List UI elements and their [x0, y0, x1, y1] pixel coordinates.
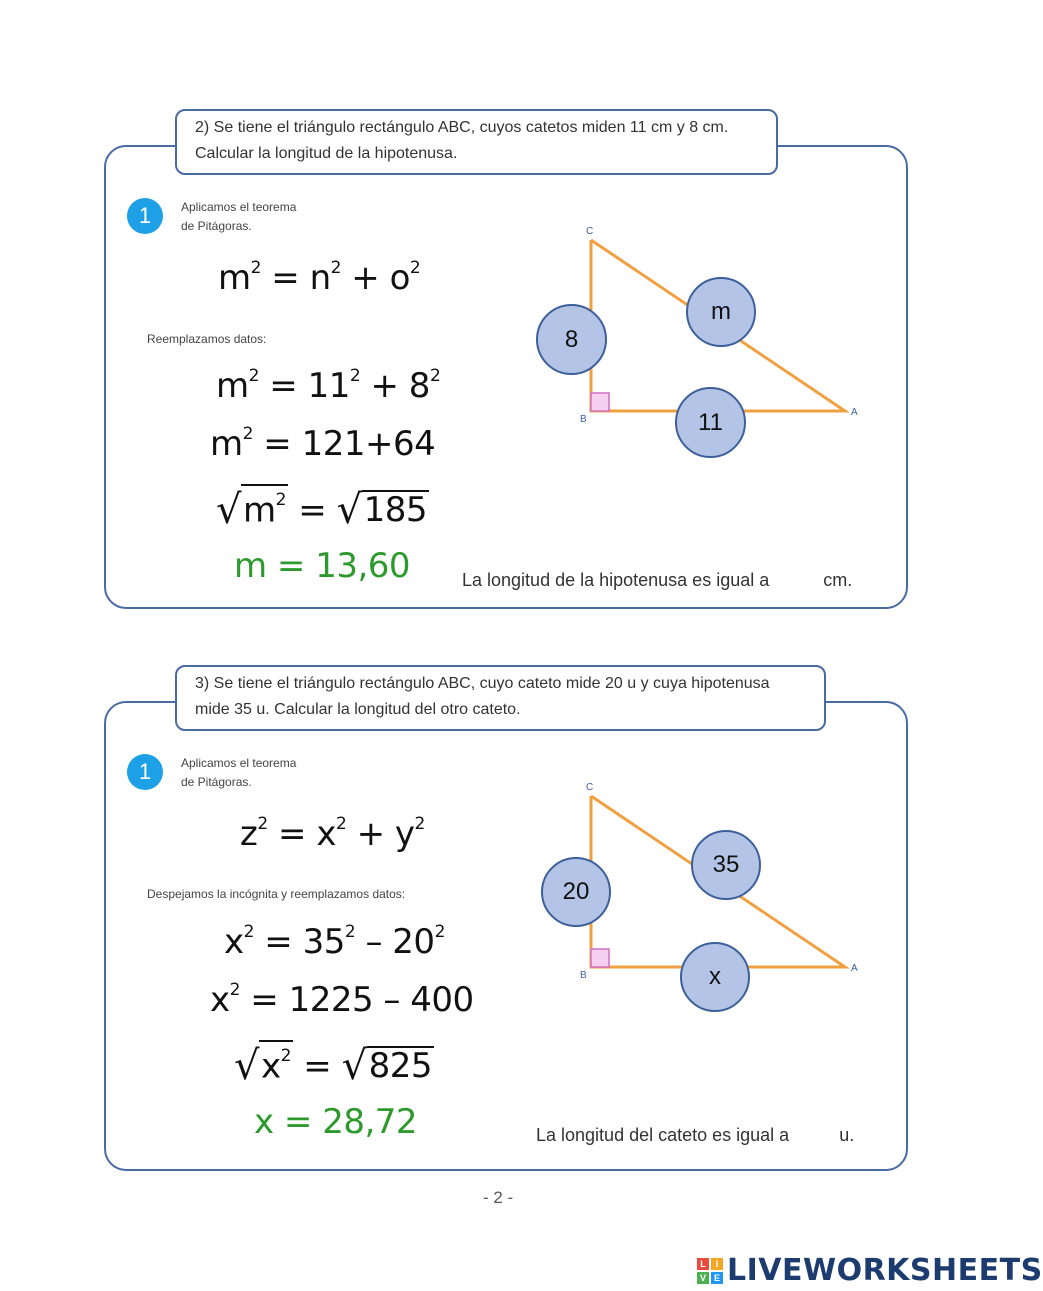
problem2-answer: [462, 570, 852, 591]
problem3-formula: [240, 814, 425, 854]
logo-blocks-icon: [697, 1258, 723, 1284]
rhs: 185: [363, 490, 427, 531]
formula-var-a: m: [218, 258, 251, 298]
problem3-answer: [536, 1125, 854, 1146]
exp: 2: [349, 365, 361, 386]
problem2-prompt-line1: 2) Se tiene el triángulo rectángulo ABC, cuyos catetos miden 11 cm y 8 cm.: [195, 119, 729, 136]
exp: 2: [280, 1046, 291, 1066]
problem2-bubble-hyp[interactable]: m: [686, 277, 756, 347]
formula-var-c: y: [394, 814, 415, 854]
problem3-line3: [234, 1040, 434, 1090]
lhs: x: [210, 980, 230, 1020]
lhs: x: [261, 1046, 281, 1087]
problem3-result: x = 28,72: [254, 1102, 418, 1142]
problem2-line2: [210, 424, 435, 464]
eq-sign: =: [298, 490, 327, 531]
problem3-line2: [210, 980, 474, 1020]
lhs: m: [243, 490, 276, 531]
exp: 2: [434, 921, 445, 942]
sqrt-icon: √: [341, 1043, 367, 1090]
right-angle-marker: [591, 949, 609, 967]
exp: 2: [250, 257, 261, 278]
problem2-step-text-line2: de Pitágoras.: [181, 219, 252, 233]
sqrt-icon: √: [234, 1043, 259, 1090]
exp: 2: [242, 423, 253, 444]
problem2-result: m = 13,60: [234, 546, 411, 586]
problem3-prompt: [175, 665, 826, 731]
rhs: 825: [368, 1046, 432, 1087]
exp: 2: [414, 813, 425, 834]
exp: 2: [248, 365, 259, 386]
formula-var-a: z: [240, 814, 258, 854]
exp: 2: [243, 921, 254, 942]
term-b: 11: [307, 366, 350, 406]
problem3-vertex-b: B: [580, 970, 587, 981]
eq-sign: =: [303, 1046, 332, 1087]
exp: 2: [344, 921, 356, 942]
problem2-formula: [218, 258, 420, 298]
exp: 2: [275, 490, 286, 510]
exp: 2: [330, 257, 341, 278]
problem2-step-text: [181, 198, 296, 236]
sqrt-icon: √: [336, 487, 362, 534]
logo-block: V: [697, 1272, 709, 1284]
problem2-line3: [216, 484, 429, 534]
problem2-bubble-vertical[interactable]: 8: [536, 304, 607, 375]
formula-var-b: n: [309, 258, 331, 298]
problem3-prompt-line1: 3) Se tiene el triángulo rectángulo ABC, cuyo cateto mide 20 u y cuya hipotenusa: [195, 675, 770, 692]
problem3-bubble-hyp[interactable]: 35: [691, 830, 761, 900]
problem3-answer-text: La longitud del cateto es igual a: [536, 1125, 790, 1145]
problem3-prompt-line2: mide 35 u. Calcular la longitud del otro cateto.: [195, 701, 521, 718]
difference: 1225 – 400: [288, 980, 474, 1020]
problem3-step-badge: 1: [127, 754, 163, 790]
exp: 2: [409, 257, 421, 278]
problem2-step-text-line1: Aplicamos el teorema: [181, 200, 297, 214]
exp: 2: [257, 813, 268, 834]
eq-sign: =: [278, 814, 306, 854]
problem3-step-text-line1: Aplicamos el teorema: [181, 756, 297, 770]
problem2-bubble-base[interactable]: 11: [675, 387, 746, 458]
exp: 2: [335, 813, 347, 834]
lhs: x: [224, 922, 244, 962]
exp: 2: [229, 979, 240, 1000]
exp: 2: [429, 365, 441, 386]
logo-block: L: [697, 1258, 709, 1270]
problem3-step-text-line2: de Pitágoras.: [181, 775, 252, 789]
problem3-step-text: [181, 754, 296, 792]
page-number: - 2 -: [483, 1188, 514, 1207]
problem2-vertex-b: B: [580, 414, 587, 425]
plus-sign: +: [356, 814, 385, 854]
eq-sign: =: [264, 922, 293, 962]
term-c: 20: [392, 922, 435, 962]
term-c: 8: [408, 366, 430, 406]
minus-sign: –: [365, 922, 382, 962]
formula-var-c: o: [389, 258, 410, 298]
lhs: m: [210, 424, 243, 464]
sum: 121+64: [301, 424, 436, 464]
problem3-vertex-a: A: [851, 963, 858, 974]
term-b: 35: [302, 922, 345, 962]
eq-sign: =: [269, 366, 298, 406]
eq-sign: =: [250, 980, 279, 1020]
logo-block: E: [711, 1272, 723, 1284]
problem2-line1: [216, 366, 440, 406]
formula-var-b: x: [316, 814, 336, 854]
problem3-line1: [224, 922, 445, 962]
problem2-prompt-line2: Calcular la longitud de la hipotenusa.: [195, 145, 458, 162]
eq-sign: =: [271, 258, 300, 298]
plus-sign: +: [351, 258, 380, 298]
problem2-vertex-c: C: [586, 226, 594, 237]
right-angle-marker: [591, 393, 609, 411]
problem3-bubble-base[interactable]: x: [680, 942, 750, 1012]
problem3-vertex-c: C: [586, 782, 594, 793]
lhs: m: [216, 366, 249, 406]
problem2-replace-label: Reemplazamos datos:: [147, 332, 267, 346]
problem3-bubble-vertical[interactable]: 20: [541, 857, 611, 927]
problem2-step-badge: 1: [127, 198, 163, 234]
eq-sign: =: [263, 424, 292, 464]
problem3-replace-label: Despejamos la incógnita y reemplazamos datos:: [147, 887, 406, 901]
sqrt-icon: √: [216, 487, 241, 534]
problem2-answer-unit: cm.: [823, 570, 853, 590]
logo-block: I: [711, 1258, 723, 1270]
brand-name: LIVEWORKSHEETS: [727, 1253, 1043, 1288]
problem2-prompt: [175, 109, 778, 175]
plus-sign: +: [370, 366, 399, 406]
problem2-vertex-a: A: [851, 407, 858, 418]
problem3-answer-unit: u.: [839, 1125, 855, 1145]
liveworksheets-logo: [697, 1253, 1043, 1288]
problem2-answer-text: La longitud de la hipotenusa es igual a: [462, 570, 770, 590]
